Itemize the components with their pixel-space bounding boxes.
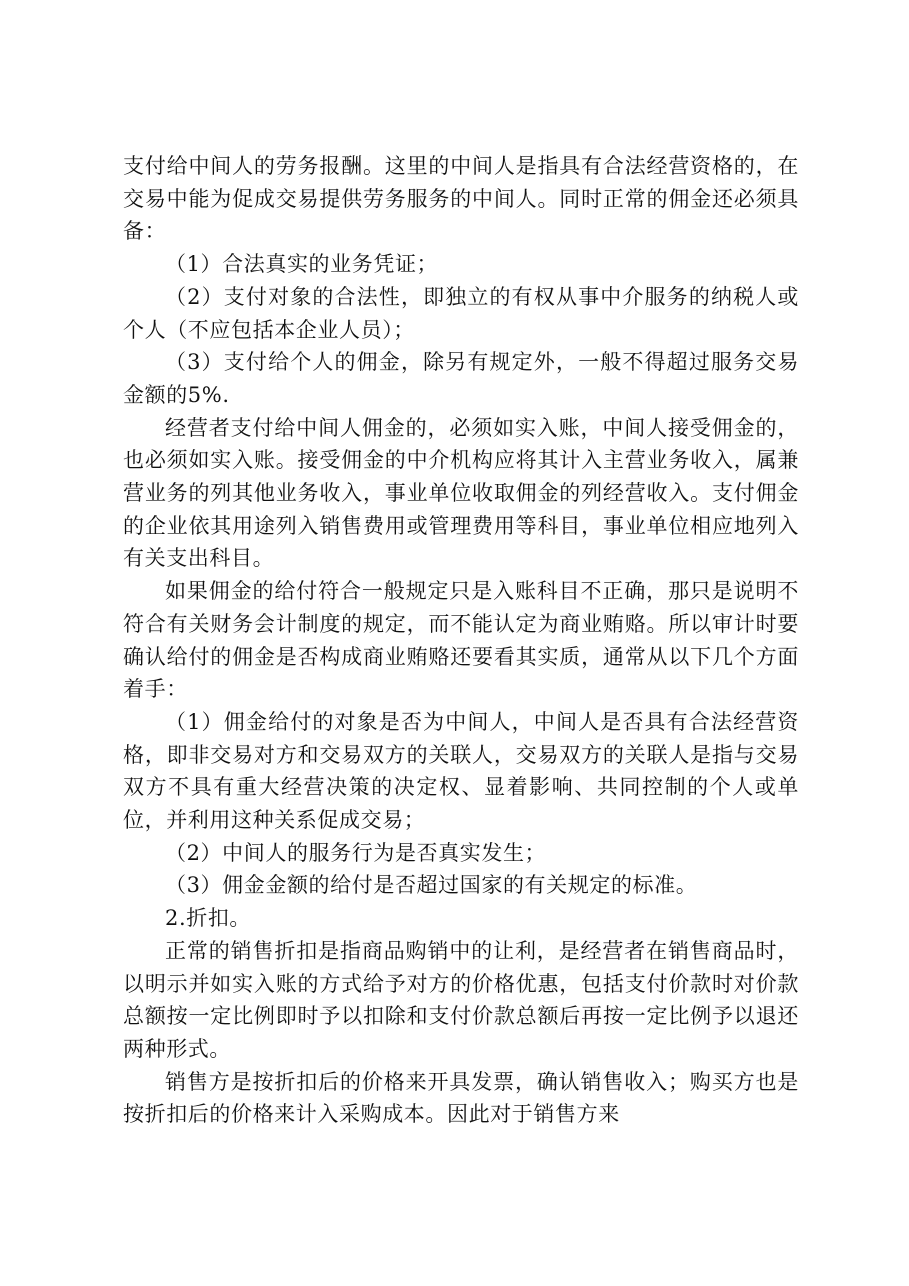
document-page bbox=[123, 150, 799, 1131]
paragraph-discount-definition: 正常的销售折扣是指商品购销中的让利，是经营者在销售商品时，以明示并如实入账的方式给予对方的价格优惠，包括支付价款时对价款总额按一定比例即时予以扣除和支付价款总额后再按一定比例予以退还两种形式。 bbox=[123, 938, 799, 1061]
paragraph-item-2: （2）支付对象的合法性，即独立的有权从事中介服务的纳税人或个人（不应包括本企业人员）； bbox=[123, 284, 799, 342]
paragraph-audit-approach: 如果佣金的给付符合一般规定只是入账科目不正确，那只是说明不符合有关财务会计制度的规定，而不能认定为商业贿赂。所以审计时要确认给付的佣金是否构成商业贿赂还要看其实质，通常从以下几个方面着手： bbox=[123, 579, 799, 702]
paragraph-commission-accounting: 经营者支付给中间人佣金的，必须如实入账，中间人接受佣金的，也必须如实入账。接受佣金的中介机构应将其计入主营业务收入，属兼营业务的列其他业务收入，事业单位收取佣金的列经营收入。支付佣金的企业依其用途列入销售费用或管理费用等科目，事业单位相应地列入有关支出科目。 bbox=[123, 415, 799, 571]
paragraph-check-2: （2）中间人的服务行为是否真实发生； bbox=[165, 840, 547, 865]
paragraph-discount-invoice: 销售方是按折扣后的价格来开具发票，确认销售收入；购买方也是按折扣后的价格来计入采购成本。因此对于销售方来 bbox=[123, 1069, 799, 1127]
paragraph-item-3: （3）支付给个人的佣金，除另有规定外，一般不得超过服务交易金额的5%. bbox=[123, 350, 799, 407]
section-heading-discount: 2.折扣。 bbox=[165, 906, 252, 931]
paragraph-check-1: （1）佣金给付的对象是否为中间人，中间人是否具有合法经营资格，即非交易对方和交易双方的关联人，交易双方的关联人是指与交易双方不具有重大经营决策的决定权、显着影响、共同控制的个人或单位，并利用这种关系促成交易； bbox=[123, 709, 799, 833]
paragraph-item-1: （1）合法真实的业务凭证； bbox=[165, 252, 439, 277]
paragraph-continuation: 支付给中间人的劳务报酬。这里的中间人是指具有合法经营资格的，在交易中能为促成交易提供劳务服务的中间人。同时正常的佣金还必须具备： bbox=[123, 154, 799, 244]
paragraph-check-3: （3）佣金金额的给付是否超过国家的有关规定的标准。 bbox=[165, 873, 698, 898]
